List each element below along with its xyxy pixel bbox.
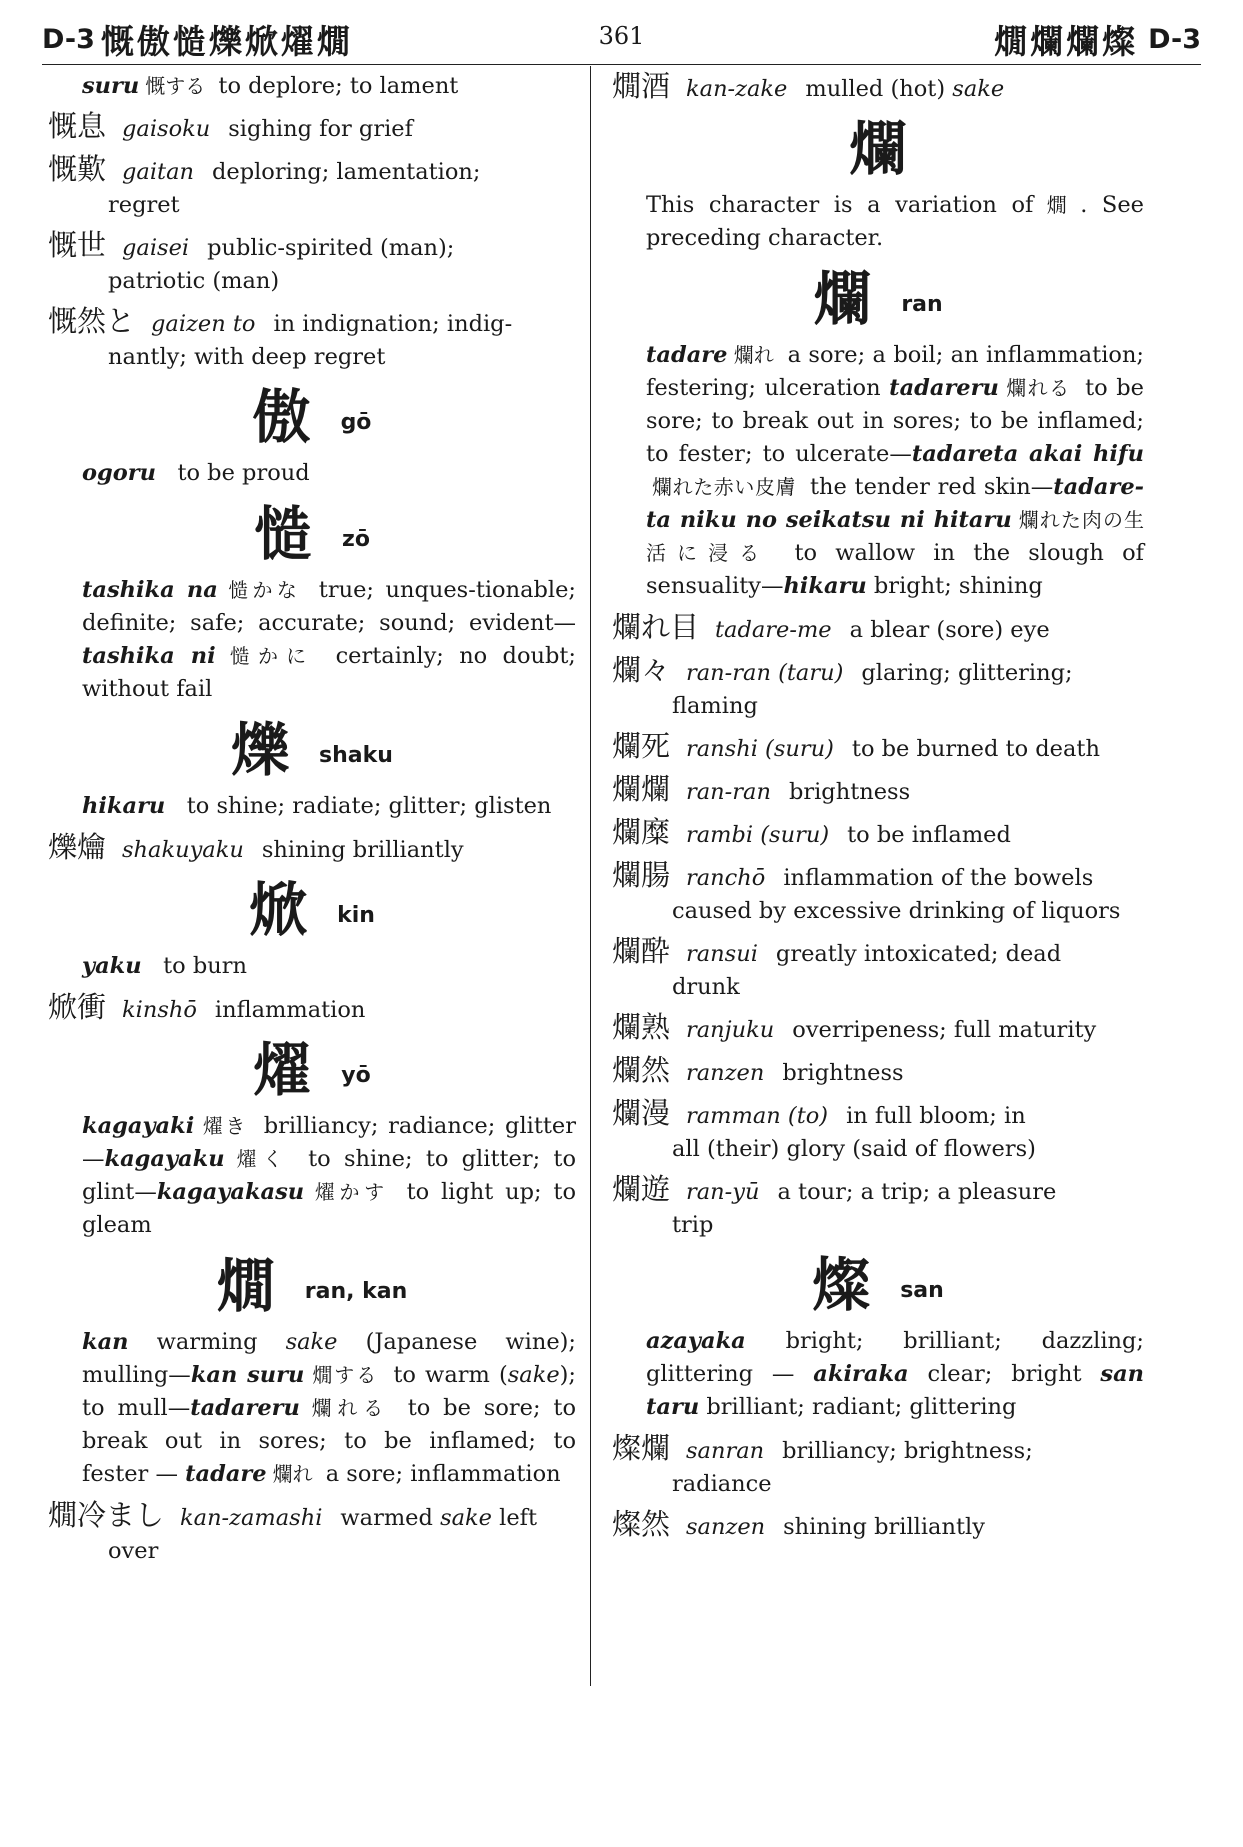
entry-term: sake — [952, 76, 1005, 102]
page-header — [42, 14, 1201, 64]
entry-kanji: 爛酔 — [612, 934, 671, 968]
entry-definition: the tender red skin— — [809, 474, 1054, 500]
dictionary-entry — [612, 816, 1144, 852]
entry-line — [48, 70, 576, 103]
entry-definition: to be sore; to break out in sores; to be inflamed; to fester — — [82, 1395, 576, 1487]
entry-romaji: ogoru — [82, 460, 156, 486]
entry-continuation: radiance — [672, 1471, 772, 1497]
entry-romaji: ranzen — [686, 1060, 765, 1086]
headword — [612, 263, 1144, 335]
dictionary-entry — [48, 831, 576, 867]
entry-kanji: 慥かな — [223, 578, 302, 602]
entry-definition: bright; brilliant; dazzling; glittering — — [646, 1328, 1145, 1387]
entry-romaji: tadareru — [190, 1395, 300, 1421]
entry-romaji: ranshi (suru) — [686, 736, 834, 762]
entry-romaji: tadareta akai hifu — [911, 441, 1144, 467]
dictionary-entry — [612, 654, 1144, 723]
entry-romaji: kagayaku — [104, 1146, 225, 1172]
entry-kanji: 爛漫 — [612, 1096, 671, 1130]
headword-definition — [48, 574, 576, 706]
dictionary-entry — [48, 1499, 576, 1568]
entry-definition: certainly; no doubt; without fail — [82, 643, 577, 702]
headword-kanji: 燿 — [253, 1036, 312, 1104]
header-rule — [42, 64, 1201, 65]
headword-reading: san — [900, 1277, 944, 1303]
entry-definition: to be burned to death — [851, 736, 1100, 762]
entry-definition: to wallow in the slough of sensuality— — [646, 540, 1145, 599]
entry-romaji: kagayaki — [82, 1113, 195, 1139]
entry-definition: brilliancy; radiance; glitter— — [82, 1113, 577, 1172]
dictionary-entry — [612, 1097, 1144, 1166]
entry-romaji: gaitan — [122, 159, 194, 185]
entry-kanji: 燗冷まし — [48, 1498, 165, 1532]
entry-romaji: ran-ran (taru) — [686, 660, 844, 686]
headword — [48, 1250, 576, 1322]
entry-kanji: 燗 — [1039, 193, 1075, 217]
entry-romaji: tadare-me — [715, 617, 832, 643]
entry-kanji: 爛れた赤い皮膚 — [652, 475, 797, 499]
entry-definition: brilliancy; brightness; — [782, 1438, 1033, 1464]
entry-romaji: rambi (suru) — [686, 822, 830, 848]
dictionary-entry — [48, 305, 576, 374]
entry-romaji: ran-yū — [686, 1179, 760, 1205]
entry-definition: to shine; radiate; glitter; glisten — [186, 793, 552, 819]
entry-kanji: 爛遊 — [612, 1172, 671, 1206]
entry-definition: to be proud — [177, 460, 310, 486]
entry-definition: ); to mull— — [82, 1362, 577, 1421]
dictionary-entry — [612, 1173, 1144, 1242]
entry-romaji: tadare-ta niku no seikatsu ni hitaru — [646, 474, 1145, 533]
dictionary-entry — [48, 991, 576, 1027]
entry-kanji: 爛々 — [612, 653, 671, 687]
headword-definition — [48, 790, 576, 823]
entry-kanji: 爛糜 — [612, 815, 671, 849]
entry-definition: bright; shining — [873, 573, 1043, 599]
entry-romaji: kagayakasu — [156, 1179, 305, 1205]
left-column — [48, 70, 576, 1575]
entry-romaji: sanzen — [686, 1514, 766, 1540]
entry-kanji: 爛れた肉の生活に浸る — [646, 508, 1144, 565]
entry-term: sake — [507, 1362, 560, 1388]
entry-romaji: ransui — [686, 941, 758, 967]
entry-term: sake — [440, 1505, 492, 1531]
headword — [48, 874, 576, 946]
dictionary-entry — [48, 110, 576, 146]
entry-continuation: patriotic (man) — [108, 268, 280, 294]
entry-definition: in full bloom; in — [846, 1103, 1026, 1129]
entry-kanji: 爛れる — [1004, 376, 1071, 400]
headword-definition — [612, 1325, 1144, 1424]
entry-definition-part: mulled (hot) — [805, 76, 946, 102]
entry-definition: to shine; to glitter; to glint— — [82, 1146, 577, 1205]
dictionary-entry — [612, 70, 1144, 106]
dictionary-entry — [612, 773, 1144, 809]
entry-definition: to be inflamed — [847, 822, 1011, 848]
dictionary-entry — [612, 1432, 1144, 1501]
entry-kanji: 爛れ — [733, 343, 775, 367]
entry-definition: to warm ( — [393, 1362, 508, 1388]
headword-definition — [612, 189, 1144, 255]
entry-definition: clear; bright — [927, 1361, 1082, 1387]
entry-romaji: tadareru — [889, 375, 999, 401]
entry-romaji: gaizen to — [151, 311, 256, 337]
headword — [612, 113, 1144, 185]
entry-definition: a tour; a trip; a pleasure — [777, 1179, 1057, 1205]
entry-definition: inflammation — [214, 997, 366, 1023]
entry-kanji: 燿く — [230, 1147, 289, 1171]
headword-reading: ran, kan — [304, 1278, 408, 1304]
headword-reading: gō — [340, 409, 372, 435]
column-divider — [590, 66, 591, 1686]
entry-definition — [340, 1502, 576, 1535]
dictionary-entry — [612, 1508, 1144, 1544]
dictionary-entry — [612, 730, 1144, 766]
entry-definition: in indignation; indig- — [273, 311, 513, 337]
entry-romaji: azayaka — [646, 1328, 746, 1354]
right-column — [612, 70, 1144, 1551]
entry-romaji: gaisei — [122, 235, 190, 261]
entry-kanji: 爛然 — [612, 1053, 671, 1087]
dictionary-entry — [612, 935, 1144, 1004]
headword-kanji: 傲 — [252, 383, 311, 451]
entry-romaji: akiraka — [813, 1361, 909, 1387]
headword — [48, 1034, 576, 1106]
headword — [48, 714, 576, 786]
entry-romaji: ranjuku — [686, 1017, 775, 1043]
entry-definition: greatly intoxicated; dead — [775, 941, 1062, 967]
headword-kanji: 焮 — [249, 876, 308, 944]
entry-romaji: sanran — [686, 1438, 765, 1464]
entry-kanji: 燦然 — [612, 1507, 671, 1541]
dictionary-entry — [48, 229, 576, 298]
entry-definition: public-spirited (man); — [207, 235, 455, 261]
entry-definition: to deplore; to lament — [218, 73, 459, 99]
entry-romaji: kan-zamashi — [180, 1505, 323, 1531]
dictionary-entry — [612, 611, 1144, 647]
headword-definition — [612, 339, 1144, 603]
entry-definition: true; unques-tionable; definite; safe; accurate; sound; evident— — [82, 577, 576, 636]
entry-romaji: ramman (to) — [686, 1103, 829, 1129]
headword — [48, 381, 576, 453]
dictionary-entry — [612, 1054, 1144, 1090]
entry-romaji: kan suru — [190, 1362, 305, 1388]
headword-definition — [48, 950, 576, 983]
entry-kanji: 爛れ目 — [612, 610, 700, 644]
entry-kanji: 爛熟 — [612, 1010, 671, 1044]
entry-definition: to light up; to gleam — [82, 1179, 576, 1238]
entry-kanji: 爛れる — [305, 1396, 389, 1420]
dictionary-entry — [48, 70, 576, 103]
entry-definition: shining brilliantly — [783, 1514, 985, 1540]
entry-romaji: hikaru — [783, 573, 867, 599]
entry-romaji: gaisoku — [122, 116, 211, 142]
entry-continuation: regret — [108, 192, 180, 218]
entry-continuation: trip — [672, 1212, 714, 1238]
entry-continuation: over — [108, 1538, 159, 1564]
entry-continuation: drunk — [672, 974, 740, 1000]
entry-definition: to burn — [163, 953, 247, 979]
entry-kanji: 慥かに — [221, 644, 315, 668]
entry-romaji: san taru — [646, 1361, 1145, 1420]
entry-kanji: 燗酒 — [612, 69, 671, 103]
entry-kanji: 爛れ — [272, 1462, 313, 1486]
entry-kanji: 燿き — [200, 1114, 248, 1138]
headword-reading: zō — [342, 526, 370, 552]
page-number: 361 — [598, 22, 645, 50]
entry-definition: overripeness; full maturity — [792, 1017, 1097, 1043]
headword — [48, 498, 576, 570]
entry-definition-part: warmed — [340, 1505, 433, 1531]
headword-kanji: 爛 — [848, 115, 907, 183]
entry-definition: sighing for grief — [228, 116, 413, 142]
entry-definition: glaring; glittering; — [861, 660, 1073, 686]
section-label: D-3 — [42, 24, 95, 55]
entry-kanji: 慨然と — [48, 304, 136, 338]
entry-definition: brightness — [782, 1060, 904, 1086]
entry-kanji: 燗する — [310, 1363, 379, 1387]
entry-definition: a sore; a boil; an inflammation; festering; ulceration — [646, 342, 1145, 401]
entry-romaji: kinshō — [122, 997, 197, 1023]
headword — [612, 1249, 1144, 1321]
headword-definition — [48, 457, 576, 490]
entry-romaji: tashika ni — [82, 643, 216, 669]
entry-romaji: ranchō — [686, 865, 766, 891]
entry-kanji: 爍爚 — [48, 830, 107, 864]
entry-definition: deploring; lamentation; — [211, 159, 481, 185]
entry-romaji: kan-zake — [686, 76, 788, 102]
headword-kanji: 慥 — [254, 500, 313, 568]
entry-definition: inflammation of the bowels — [783, 865, 1094, 891]
headword-kanji: 爍 — [231, 716, 290, 784]
entry-kanji: 慨息 — [48, 109, 107, 143]
entry-continuation: nantly; with deep regret — [108, 344, 386, 370]
headword-reading: shaku — [319, 742, 393, 768]
header-kanji-left: 慨傲慥爍焮燿燗 — [100, 22, 353, 61]
entry-romaji: ran-ran — [686, 779, 771, 805]
headword-kanji: 燗 — [216, 1252, 275, 1320]
entry-kanji: 焮衝 — [48, 990, 107, 1024]
entry-romaji: tadare — [646, 342, 728, 368]
headword-definition — [48, 1110, 576, 1242]
header-right — [994, 16, 1201, 63]
entry-kanji: 爛腸 — [612, 858, 671, 892]
entry-romaji: hikaru — [82, 793, 166, 819]
entry-definition: brilliant; radiant; glittering — [706, 1394, 1017, 1420]
entry-continuation: caused by excessive drinking of liquors — [672, 898, 1121, 924]
entry-definition: . See preceding character. — [646, 192, 1144, 251]
entry-kanji: 燿かす — [310, 1180, 389, 1204]
entry-definition: a blear (sore) eye — [849, 617, 1050, 643]
entry-definition: This character is a variation of — [646, 192, 1034, 218]
entry-romaji: suru — [82, 73, 140, 99]
dictionary-entry — [612, 1011, 1144, 1047]
entry-kanji: 燦爛 — [612, 1431, 671, 1465]
entry-romaji: tashika na — [82, 577, 218, 603]
headword-definition — [48, 1326, 576, 1491]
entry-definition: to be sore; to break out in sores; to be inflamed; to fester; to ulcerate— — [646, 375, 1144, 467]
entry-continuation: flaming — [672, 693, 758, 719]
entry-kanji: 爛爛 — [612, 772, 671, 806]
entry-definition: brightness — [788, 779, 911, 805]
entry-continuation: all (their) glory (said of flowers) — [672, 1136, 1036, 1162]
entry-definition: shining brilliantly — [261, 837, 464, 863]
entry-kanji: 慨歎 — [48, 152, 107, 186]
entry-definition — [805, 73, 1144, 106]
dictionary-entry — [48, 153, 576, 222]
entry-term: sake — [285, 1329, 338, 1355]
headword-reading: kin — [337, 902, 375, 928]
dictionary-entry — [612, 859, 1144, 928]
entry-kanji: 慨する — [145, 74, 206, 98]
entry-romaji: kan — [82, 1329, 129, 1355]
entry-kanji: 慨世 — [48, 228, 107, 262]
headword-kanji: 燦 — [812, 1251, 871, 1319]
headword-reading: yō — [341, 1062, 371, 1088]
headword-reading: ran — [901, 291, 943, 317]
entry-definition: warming — [156, 1329, 258, 1355]
header-kanji-right: 燗爛爛燦 — [994, 22, 1139, 61]
entry-romaji: tadare — [185, 1461, 267, 1487]
section-label: D-3 — [1148, 24, 1201, 55]
headword-kanji: 爛 — [813, 265, 872, 333]
entry-definition: (Japanese wine); mulling— — [82, 1329, 576, 1388]
entry-definition-part: left — [499, 1505, 538, 1531]
entry-romaji: yaku — [82, 953, 142, 979]
entry-romaji: shakuyaku — [122, 837, 244, 863]
entry-kanji: 爛死 — [612, 729, 671, 763]
entry-definition: a sore; inflammation — [325, 1461, 561, 1487]
